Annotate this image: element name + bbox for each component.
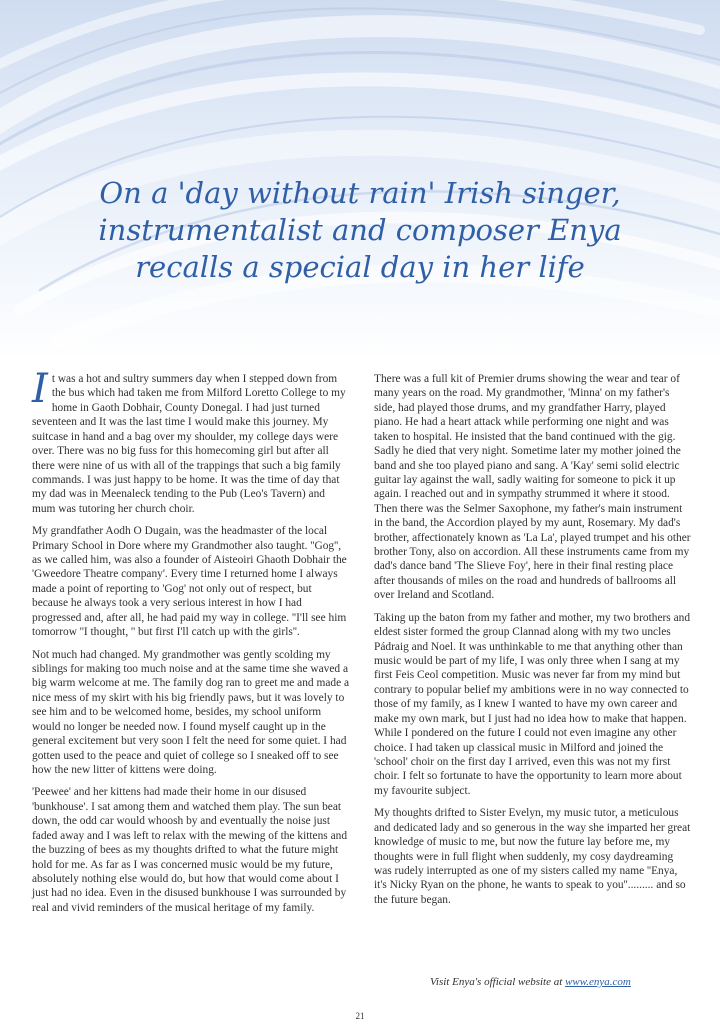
website-credit (430, 976, 690, 988)
header-banner (0, 0, 720, 360)
website-credit-text: Visit Enya's official website at (430, 976, 566, 988)
article-headline: On a 'day without rain' Irish singer, instrumentalist and composer Enya recalls a special day in her life (98, 176, 622, 285)
paragraph: 'Peewee' and her kittens had made their home in our disused 'bunkhouse'. I sat among them and watched them play. The sun beat down, the odd car would whoosh by and eventually the noise just faded away and I was left to relax with the mewing of the kittens and the buzzing of bees as my thoughts drifted to what the future might hold for me. As far as I was concerned music would be my future, absolutely nothing else would do, but how that would come about I just had no idea. Even in the disused bunkhouse I was surrounded by real and vivid reminders of the musical heritage of my family. (32, 786, 348, 914)
paragraph: My thoughts drifted to Sister Evelyn, my music tutor, a meticulous and dedicated lady and so generous in the way she imparted her great knowledge of music to me, but now the future lay before me, my thoughts were in full flight when suddenly, my cosy daydreaming was rudely interrupted as one of my sisters called my name ''Enya, it's Nicky Ryan on the phone, he wants to speak to you''......... and so the future began. (374, 807, 691, 906)
paragraph: My grandfather Aodh O Dugain, was the headmaster of the local Primary School in Dore where my Grandmother also taught. ''Gog'', as we called him, was also a founder of Aisteoiri Ghaoth Dobhair the 'Gweedore Theatre company'. Every time I returned home I always made a point of reporting to 'Gog' not only out of respect, but because he always took a very serious interest in how I had progressed and, after all, he had paid my way in college. ''I'll see him tomorrow ''I thought, '' but first I'll catch up with the girls''. (32, 525, 347, 639)
left-column (32, 366, 350, 923)
page-number: 21 (355, 1011, 365, 1021)
right-column (374, 372, 692, 915)
paragraph (32, 366, 350, 516)
paragraph: Taking up the baton from my father and mother, my two brothers and eldest sister formed the group Clannad along with my two uncles Pádraig and Noel. It was unthinkable to me that anything other than music would be part of my life, I was only three when I sang at my first Feis Ceol competition. Music was never far from my mind but contrary to popular belief my ambitions were in no way connected to those of my family, as I knew I wanted to have my own career and make my own mark, but I just had no idea how to make that happen. While I pondered on the future I could not even imagine any other choice. I had taken up classical music in Milford and joined the 'school' choir on the first day I arrived, even this was not my first choir. I felt so fortunate to have the opportunity to learn more about my favourite subject. (374, 611, 691, 797)
website-link[interactable]: www.enya.com (565, 976, 631, 988)
drop-cap: I (32, 366, 48, 412)
paragraph-text: t was a hot and sultry summers day when I stepped down from the bus which had taken me from Milford Loretto College to my home in Gaoth Dobhair, County Donegal. I had just turned seventeen and It was the last time I would make this journey. My suitcase in hand and a bag over my shoulder, my college days were over. There was no big fuss for this homecoming girl but after all there were nine of us with all of the trappings that such a big family commands. I was just happy to be home. It was the time of day that my dad was in Meenaleck tending to the Pub (Leo's Tavern) and mum was tutoring her church choir. (32, 373, 346, 515)
paragraph: There was a full kit of Premier drums showing the wear and tear of many years on the road. My grandmother, 'Minna' on my father's side, had played those drums, and my grandfather Harry, played piano. He had a heart attack while performing one night and was taken to hospital. He insisted that the band continued with the gig. Sadly he died that very night. Sometime later my mother joined the band and she too played piano and sang. A 'Kay' semi solid electric guitar lay against the wall, sadly waiting for someone to pick it up again. I reached out and in sympathy strummed it where it stood. Then there was the Selmer Saxophone, my father's main instrument in the band, the Accordion played by my aunt, Rosemary. My dad's brother, affectionately known as 'La La', played trumpet and his other brother Tony, also on accordion. All these instruments came from my dad's dance band 'The Slieve Foy', here in their final resting place after thousands of miles on the road and hundreds of ballrooms all over Ireland and Scotland. (374, 373, 691, 602)
paragraph: Not much had changed. My grandmother was gently scolding my siblings for making too much noise and at the same time she waved a big warm welcome at me. The family dog ran to greet me and made a nice mess of my skirt with his big friendly paws, but it was lovely to see him and to be welcomed home, besides, my school uniform would no longer be needed now. I found myself caught up in the general excitement but very soon I felt the need for some quiet. I had gotten used to the peace and quiet of college so I sneaked off to see how the new litter of kittens were doing. (32, 648, 350, 776)
article-body (32, 366, 692, 972)
